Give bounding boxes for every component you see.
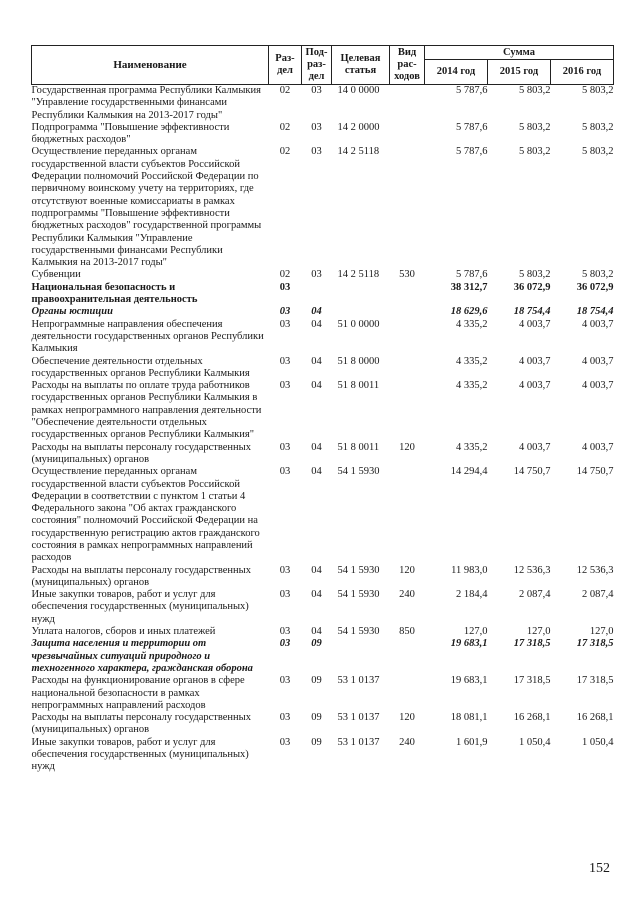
row-vid — [390, 675, 425, 712]
row-razdel: 02 — [279, 146, 291, 158]
row-razdel: 03 — [279, 281, 291, 293]
row-podrazdel: 03 — [311, 269, 322, 281]
row-sum-2016: 36 072,9 — [576, 281, 614, 293]
row-name: Иные закупки товаров, работ и услуг для обеспечения государственных (муниципальных) нужд — [31, 736, 249, 773]
row-sum-2016: 4 003,7 — [582, 380, 614, 392]
header-year-2015: 2015 год — [488, 60, 551, 85]
table-row — [32, 356, 614, 381]
row-sum-2014: 19 683,1 — [450, 675, 488, 687]
row-sum-2014: 4 335,2 — [456, 380, 488, 392]
table-row — [32, 712, 614, 737]
header-vid — [390, 46, 425, 85]
row-razdel: 03 — [279, 564, 291, 576]
row-razdel: 03 — [279, 441, 291, 453]
row-target: 53 1 0137 — [337, 736, 380, 748]
row-name: Расходы на выплаты персоналу государственных (муниципальных) органов — [31, 712, 251, 736]
header-name: Наименование — [32, 46, 269, 85]
row-sum-2016: 16 268,1 — [576, 712, 614, 724]
row-target: 53 1 0137 — [337, 675, 380, 687]
row-razdel: 03 — [279, 318, 291, 330]
row-sum-2014: 14 294,4 — [450, 466, 488, 478]
row-sum-2014: 18 629,6 — [450, 306, 488, 318]
row-podrazdel: 09 — [311, 675, 322, 687]
row-razdel: 03 — [279, 466, 291, 478]
row-podrazdel: 04 — [311, 441, 322, 453]
header-year-2016: 2016 год — [551, 60, 614, 85]
row-sum-2015: 17 318,5 — [513, 638, 551, 650]
row-target: 14 2 0000 — [337, 121, 380, 133]
row-razdel: 03 — [279, 380, 291, 392]
row-razdel: 03 — [279, 638, 291, 650]
row-target — [332, 638, 390, 675]
table-row — [32, 737, 614, 774]
row-sum-2014: 18 081,1 — [450, 712, 488, 724]
table-row — [32, 269, 614, 281]
budget-table — [31, 45, 614, 774]
row-razdel: 03 — [279, 626, 291, 638]
row-target — [332, 282, 390, 307]
row-podrazdel — [302, 282, 332, 307]
row-podrazdel: 04 — [311, 466, 322, 478]
row-podrazdel: 04 — [311, 626, 322, 638]
header-target — [332, 46, 390, 85]
row-sum-2015: 4 003,7 — [519, 380, 551, 392]
row-razdel: 03 — [279, 675, 291, 687]
table-row — [32, 306, 614, 318]
row-vid — [390, 466, 425, 564]
row-target — [332, 306, 390, 318]
row-target: 54 1 5930 — [337, 564, 380, 576]
row-sum-2016: 17 318,5 — [576, 675, 614, 687]
row-vid: 120 — [399, 441, 415, 453]
table-row — [32, 675, 614, 712]
row-sum-2015: 36 072,9 — [513, 281, 551, 293]
row-sum-2015: 5 803,2 — [519, 121, 551, 133]
row-sum-2014: 4 335,2 — [456, 441, 488, 453]
table-row — [32, 85, 614, 122]
row-sum-2015: 5 803,2 — [519, 269, 551, 281]
table-row — [32, 442, 614, 467]
header-podrazdel — [302, 46, 332, 85]
row-podrazdel: 09 — [311, 712, 322, 724]
table-row — [32, 319, 614, 356]
table-row — [32, 565, 614, 590]
row-name: Государственная программа Республики Калмыкия "Управление государственными финансами Республики Калмыкия на 2013-2017 годы" — [32, 85, 269, 122]
row-target: 51 8 0000 — [337, 355, 380, 367]
row-vid: 530 — [399, 269, 415, 281]
header-vid-label: Вид рас- ходов — [394, 47, 420, 82]
row-target: 54 1 5930 — [337, 589, 380, 601]
row-sum-2016: 1 050,4 — [582, 736, 614, 748]
row-sum-2015: 5 803,2 — [488, 85, 551, 122]
table-row — [32, 282, 614, 307]
header-summa: Сумма — [425, 46, 614, 60]
row-target: 51 0 0000 — [337, 318, 380, 330]
row-razdel: 02 — [269, 85, 302, 122]
row-vid — [390, 380, 425, 441]
row-razdel: 03 — [279, 355, 291, 367]
row-vid — [390, 319, 425, 356]
row-name: Органы юстиции — [31, 306, 113, 318]
row-podrazdel: 04 — [311, 318, 322, 330]
row-sum-2015: 5 803,2 — [519, 146, 551, 158]
row-target: 53 1 0137 — [337, 712, 380, 724]
row-name: Иные закупки товаров, работ и услуг для обеспечения государственных (муниципальных) нужд — [31, 589, 249, 625]
row-razdel: 03 — [279, 306, 291, 318]
row-sum-2014: 5 787,6 — [456, 121, 488, 133]
row-sum-2014: 5 787,6 — [456, 146, 488, 158]
row-sum-2014: 11 983,0 — [451, 564, 488, 576]
row-vid — [390, 282, 425, 307]
row-vid — [390, 122, 425, 147]
row-target: 51 8 0011 — [337, 441, 380, 453]
row-podrazdel: 09 — [311, 736, 322, 748]
row-name: Непрограммные направления обеспечения деятельности государственных органов Республики Калмыкия — [31, 318, 264, 355]
row-razdel: 02 — [279, 269, 291, 281]
row-name: Защита населения и территории от чрезвычайных ситуаций природного и техногенного характера, гражданская оборона — [31, 638, 253, 674]
row-sum-2016: 2 087,4 — [582, 589, 614, 601]
table-row — [32, 626, 614, 638]
row-sum-2015: 12 536,3 — [513, 564, 551, 576]
row-podrazdel: 04 — [311, 306, 322, 318]
row-sum-2016: 5 803,2 — [551, 85, 614, 122]
row-vid — [390, 146, 425, 269]
row-target: 14 2 5118 — [337, 269, 380, 281]
row-sum-2016: 127,0 — [589, 626, 614, 638]
row-name: Расходы на выплаты по оплате труда работников государственных органов Республики Калмыкия в рамках непрограммного направления деятельности "Обеспечение деятельности отдельных государственных органов Республики Калмыкия" — [31, 380, 262, 441]
table-row — [32, 638, 614, 675]
header-razdel-label: Раз- дел — [275, 53, 295, 76]
row-vid: 240 — [399, 736, 415, 748]
table-body — [32, 85, 614, 774]
row-target: 14 2 5118 — [337, 146, 380, 158]
row-name: Национальная безопасность и правоохранительная деятельность — [31, 281, 198, 306]
row-sum-2016: 4 003,7 — [582, 318, 614, 330]
row-name: Обеспечение деятельности отдельных государственных органов Республики Калмыкия — [31, 355, 250, 379]
row-vid: 120 — [399, 712, 415, 724]
row-podrazdel: 03 — [311, 146, 322, 158]
budget-table-sheet — [31, 45, 613, 774]
page-number: 152 — [589, 861, 610, 876]
row-sum-2015: 17 318,5 — [513, 675, 551, 687]
header-target-label: Целевая статья — [340, 53, 381, 76]
row-sum-2015: 4 003,7 — [519, 441, 551, 453]
row-podrazdel: 04 — [311, 564, 322, 576]
row-sum-2014: 4 335,2 — [456, 355, 488, 367]
table-row — [32, 122, 614, 147]
row-name: Уплата налогов, сборов и иных платежей — [31, 626, 216, 638]
row-sum-2016: 5 803,2 — [582, 269, 614, 281]
row-sum-2016: 4 003,7 — [582, 441, 614, 453]
row-name: Осуществление переданных органам государственной власти субъектов Российской Федерации в соответствии с пунктом 1 статьи 4 Федерального закона "Об актах гражданского состояния" полномочий Российской Федерации на государственную регистрацию актов гражданского состояния в рамках непрограммных направлений расходов — [31, 466, 260, 564]
row-sum-2016: 18 754,4 — [576, 306, 614, 318]
row-razdel: 02 — [279, 121, 291, 133]
table-row — [32, 380, 614, 441]
row-name: Расходы на функционирование органов в сфере национальной безопасности в рамках непрограммных направлений расходов — [31, 675, 245, 711]
row-name: Субвенции — [31, 269, 81, 281]
row-sum-2015: 16 268,1 — [513, 712, 551, 724]
table-row — [32, 146, 614, 269]
row-razdel: 03 — [279, 712, 291, 724]
row-vid: 240 — [399, 589, 415, 601]
row-sum-2014: 127,0 — [463, 626, 488, 638]
row-sum-2015: 14 750,7 — [513, 466, 551, 478]
row-name: Подпрограмма "Повышение эффективности бюджетных расходов" — [31, 121, 230, 146]
row-sum-2016: 14 750,7 — [576, 466, 614, 478]
table-row — [32, 589, 614, 626]
row-vid: 850 — [399, 626, 415, 638]
table-header — [32, 46, 614, 85]
row-podrazdel: 04 — [311, 380, 322, 392]
table-row — [32, 466, 614, 564]
row-target: 54 1 5930 — [337, 626, 380, 638]
row-target: 54 1 5930 — [337, 466, 380, 478]
row-sum-2015: 4 003,7 — [519, 318, 551, 330]
row-name: Осуществление переданных органам государственной власти субъектов Российской Федерации полномочий Российской Федерации по первичному воинскому учету на территориях, где отсутствуют военные комиссариаты в рамках подпрограммы "Повышение эффективности бюджетных расходов" государственной программы Республики Калмыкия "Управление государственными финансами Республики Калмыкия на 2013-2017 годы" — [31, 146, 262, 269]
row-name: Расходы на выплаты персоналу государственных (муниципальных) органов — [31, 564, 251, 588]
row-podrazdel: 04 — [311, 589, 322, 601]
row-vid — [390, 85, 425, 122]
row-sum-2015: 127,0 — [526, 626, 551, 638]
row-sum-2016: 5 803,2 — [582, 146, 614, 158]
row-sum-2014: 38 312,7 — [450, 281, 488, 293]
row-sum-2016: 17 318,5 — [576, 638, 614, 650]
row-vid: 120 — [399, 564, 415, 576]
row-sum-2014: 19 683,1 — [450, 638, 488, 650]
row-sum-2016: 12 536,3 — [576, 564, 614, 576]
row-target: 14 0 0000 — [332, 85, 390, 122]
row-sum-2015: 1 050,4 — [519, 736, 551, 748]
row-sum-2015: 18 754,4 — [513, 306, 551, 318]
row-razdel: 03 — [279, 736, 291, 748]
row-sum-2014: 1 601,9 — [456, 736, 488, 748]
row-sum-2014: 5 787,6 — [425, 85, 488, 122]
header-podrazdel-label: Под- раз- дел — [305, 47, 328, 82]
header-year-2014: 2014 год — [425, 60, 488, 85]
row-podrazdel: 03 — [311, 121, 322, 133]
row-sum-2015: 2 087,4 — [519, 589, 551, 601]
row-sum-2016: 4 003,7 — [582, 355, 614, 367]
row-vid — [390, 356, 425, 381]
row-sum-2014: 5 787,6 — [456, 269, 488, 281]
row-razdel: 03 — [279, 589, 291, 601]
row-sum-2014: 4 335,2 — [456, 318, 488, 330]
row-podrazdel: 09 — [311, 638, 322, 650]
row-podrazdel: 04 — [311, 355, 322, 367]
row-sum-2016: 5 803,2 — [582, 121, 614, 133]
row-name: Расходы на выплаты персоналу государственных (муниципальных) органов — [31, 441, 251, 465]
row-target: 51 8 0011 — [337, 380, 380, 392]
row-sum-2014: 2 184,4 — [456, 589, 488, 601]
row-podrazdel: 03 — [302, 85, 332, 122]
row-vid — [390, 306, 425, 318]
header-razdel — [269, 46, 302, 85]
row-vid — [390, 638, 425, 675]
row-sum-2015: 4 003,7 — [519, 355, 551, 367]
